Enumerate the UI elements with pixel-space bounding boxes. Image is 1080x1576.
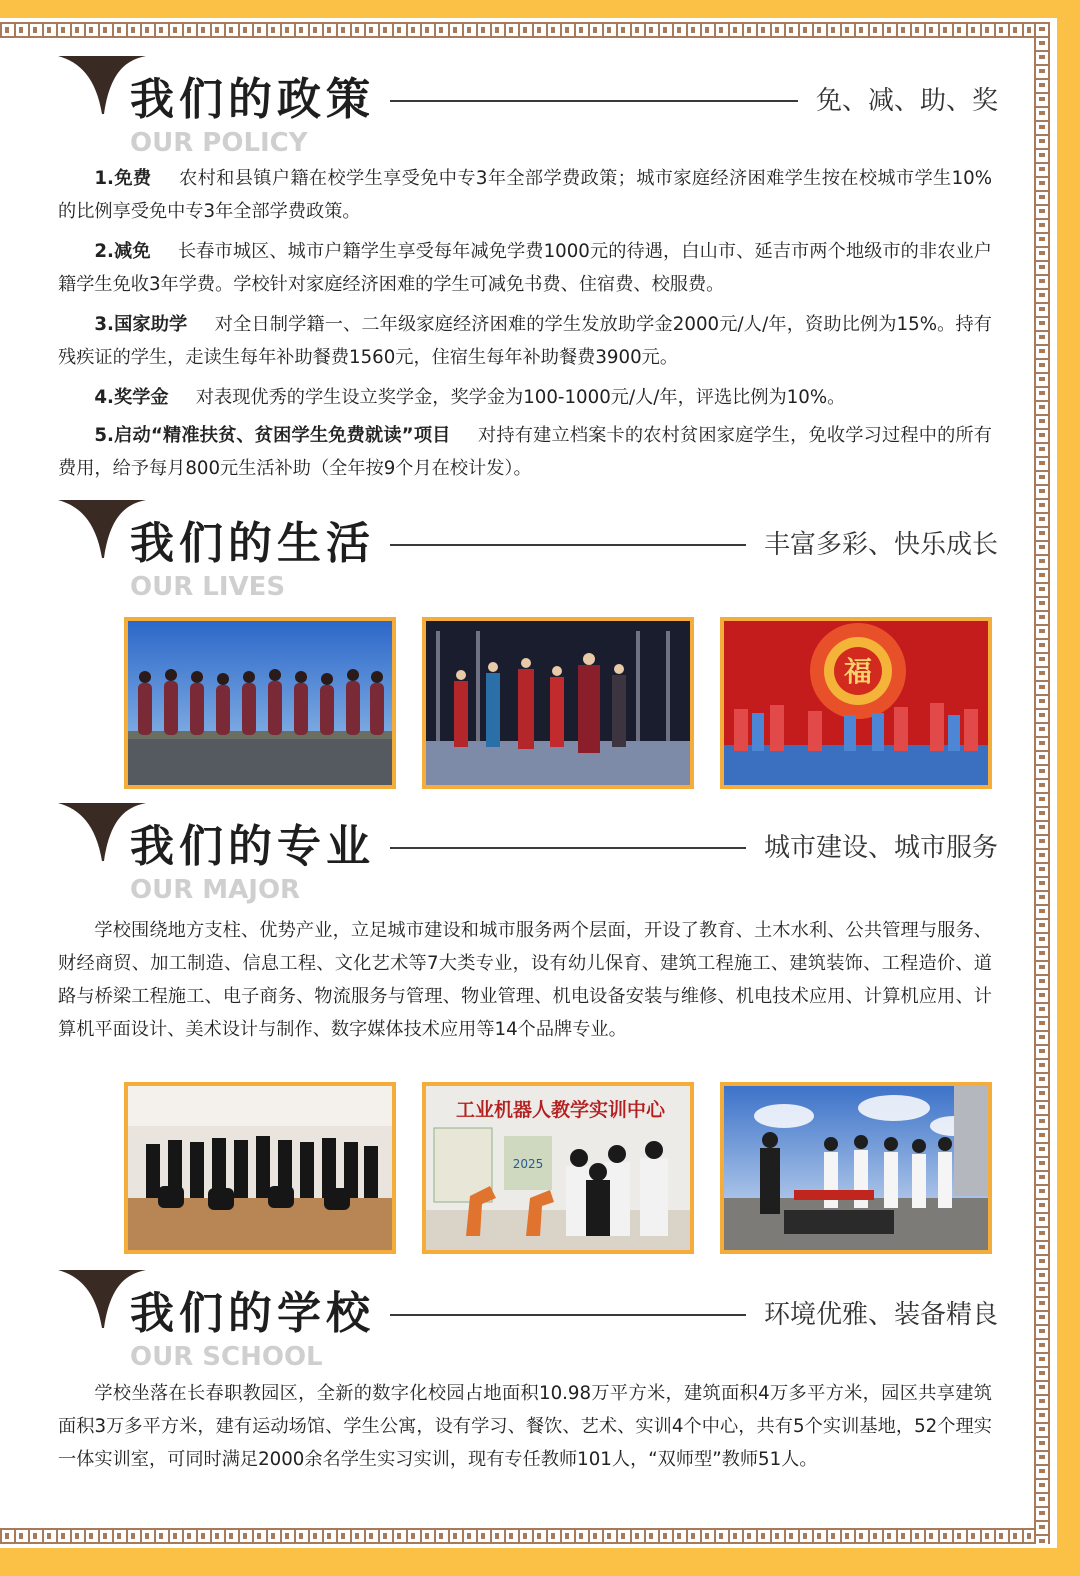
policy-title: 我们的政策 [130, 74, 375, 125]
photo-outdoor-dance-group [124, 617, 396, 789]
policy-title-en: OUR POLICY [130, 128, 308, 158]
photo-drone-training-outdoor [720, 1082, 992, 1254]
policy-item-label: 2.减免 [94, 241, 151, 262]
major-header [58, 803, 998, 913]
school-description: 学校坐落在长春职教园区，全新的数字化校园占地面积10.98万平方米，建筑面积4万多平方米，园区共享建筑面积3万多平方米，建有运动场馆、学生公寓，设有学习、餐饮、艺术、实训4个中心，共有5个实训基地，52个理实一体实训室，可同时满足2000余名学生实习实训，现有专任教师101人，“双师型”教师51人。 [58, 1383, 992, 1470]
policy-item-3 [58, 308, 992, 374]
major-description: 学校围绕地方支柱、优势产业，立足城市建设和城市服务两个层面，开设了教育、土木水利、公共管理与服务、财经商贸、加工制造、信息工程、文化艺术等7大类专业，设有幼儿保育、建筑工程施工、建筑装饰、工程造价、道路与桥梁工程施工、电子商务、物流服务与管理、物业管理、机电设备安装与维修、机电技术应用、计算机应用、计算机平面设计、美术设计与制作、数字媒体技术应用等14个品牌专业。 [58, 920, 992, 1040]
policy-item-label: 4.奖学金 [94, 387, 169, 408]
lives-tagline: 丰富多彩、快乐成长 [763, 530, 998, 560]
policy-item-4 [58, 381, 992, 414]
policy-item-text: 农村和县镇户籍在校学生享受免中专3年全部学费政策；城市家庭经济困难学生按在校城市学生10%的比例享受免中专3年全部学费政策。 [58, 168, 992, 222]
policy-item-label: 5.启动“精准扶贫、贫困学生免费就读”项目 [94, 425, 451, 446]
policy-item-5 [58, 419, 992, 485]
photo-dance-class-group [124, 1082, 396, 1254]
meander-border-top [0, 22, 1040, 38]
lives-title: 我们的生活 [130, 518, 375, 569]
photo-stage-costume-show [422, 617, 694, 789]
lives-header [58, 500, 998, 610]
lab-sign-text: 工业机器人教学实训中心 [456, 1099, 666, 1121]
policy-header [58, 56, 998, 166]
policy-item-text: 对全日制学籍一、二年级家庭经济困难的学生发放助学金2000元/人/年，资助比例为15%。持有残疾证的学生，走读生每年补助餐费1560元，住宿生每年补助餐费3900元。 [58, 314, 992, 368]
policy-item-text: 长春市城区、城市户籍学生享受每年减免学费1000元的待遇，白山市、延吉市两个地级市的非农业户籍学生免收3年学费。学校针对家庭经济困难的学生可减免书费、住宿费、校服费。 [58, 241, 992, 295]
svg-text:福: 福 [843, 655, 873, 688]
major-title-en: OUR MAJOR [130, 875, 301, 905]
school-title: 我们的学校 [130, 1288, 375, 1339]
major-title: 我们的专业 [130, 821, 375, 872]
policy-item-label: 3.国家助学 [94, 314, 188, 335]
meander-border-bottom [0, 1528, 1040, 1544]
lives-title-en: OUR LIVES [130, 572, 286, 602]
lives-divider [390, 544, 746, 546]
school-title-en: OUR SCHOOL [130, 1342, 323, 1372]
school-divider [390, 1314, 746, 1316]
policy-divider [390, 100, 798, 102]
photo-red-festival-performance [720, 617, 992, 789]
major-tagline: 城市建设、城市服务 [763, 833, 998, 863]
lab-year-text: 2025 [512, 1157, 544, 1171]
meander-border-right [1034, 22, 1050, 1544]
policy-item-text: 对表现优秀的学生设立奖学金，奖学金为100-1000元/人/年，评选比例为10%。 [195, 387, 846, 408]
policy-item-text: 对持有建立档案卡的农村贫困家庭学生，免收学习过程中的所有费用，给予每月800元生活补助（全年按9个月在校计发）。 [58, 425, 992, 479]
major-divider [390, 847, 746, 849]
policy-item-2 [58, 235, 992, 301]
school-tagline: 环境优雅、装备精良 [763, 1300, 998, 1330]
school-header [58, 1270, 998, 1380]
policy-item-1 [58, 162, 992, 228]
policy-item-label: 1.免费 [94, 168, 152, 189]
policy-tagline: 免、减、助、奖 [815, 86, 998, 116]
photo-robot-training-center [422, 1082, 694, 1254]
